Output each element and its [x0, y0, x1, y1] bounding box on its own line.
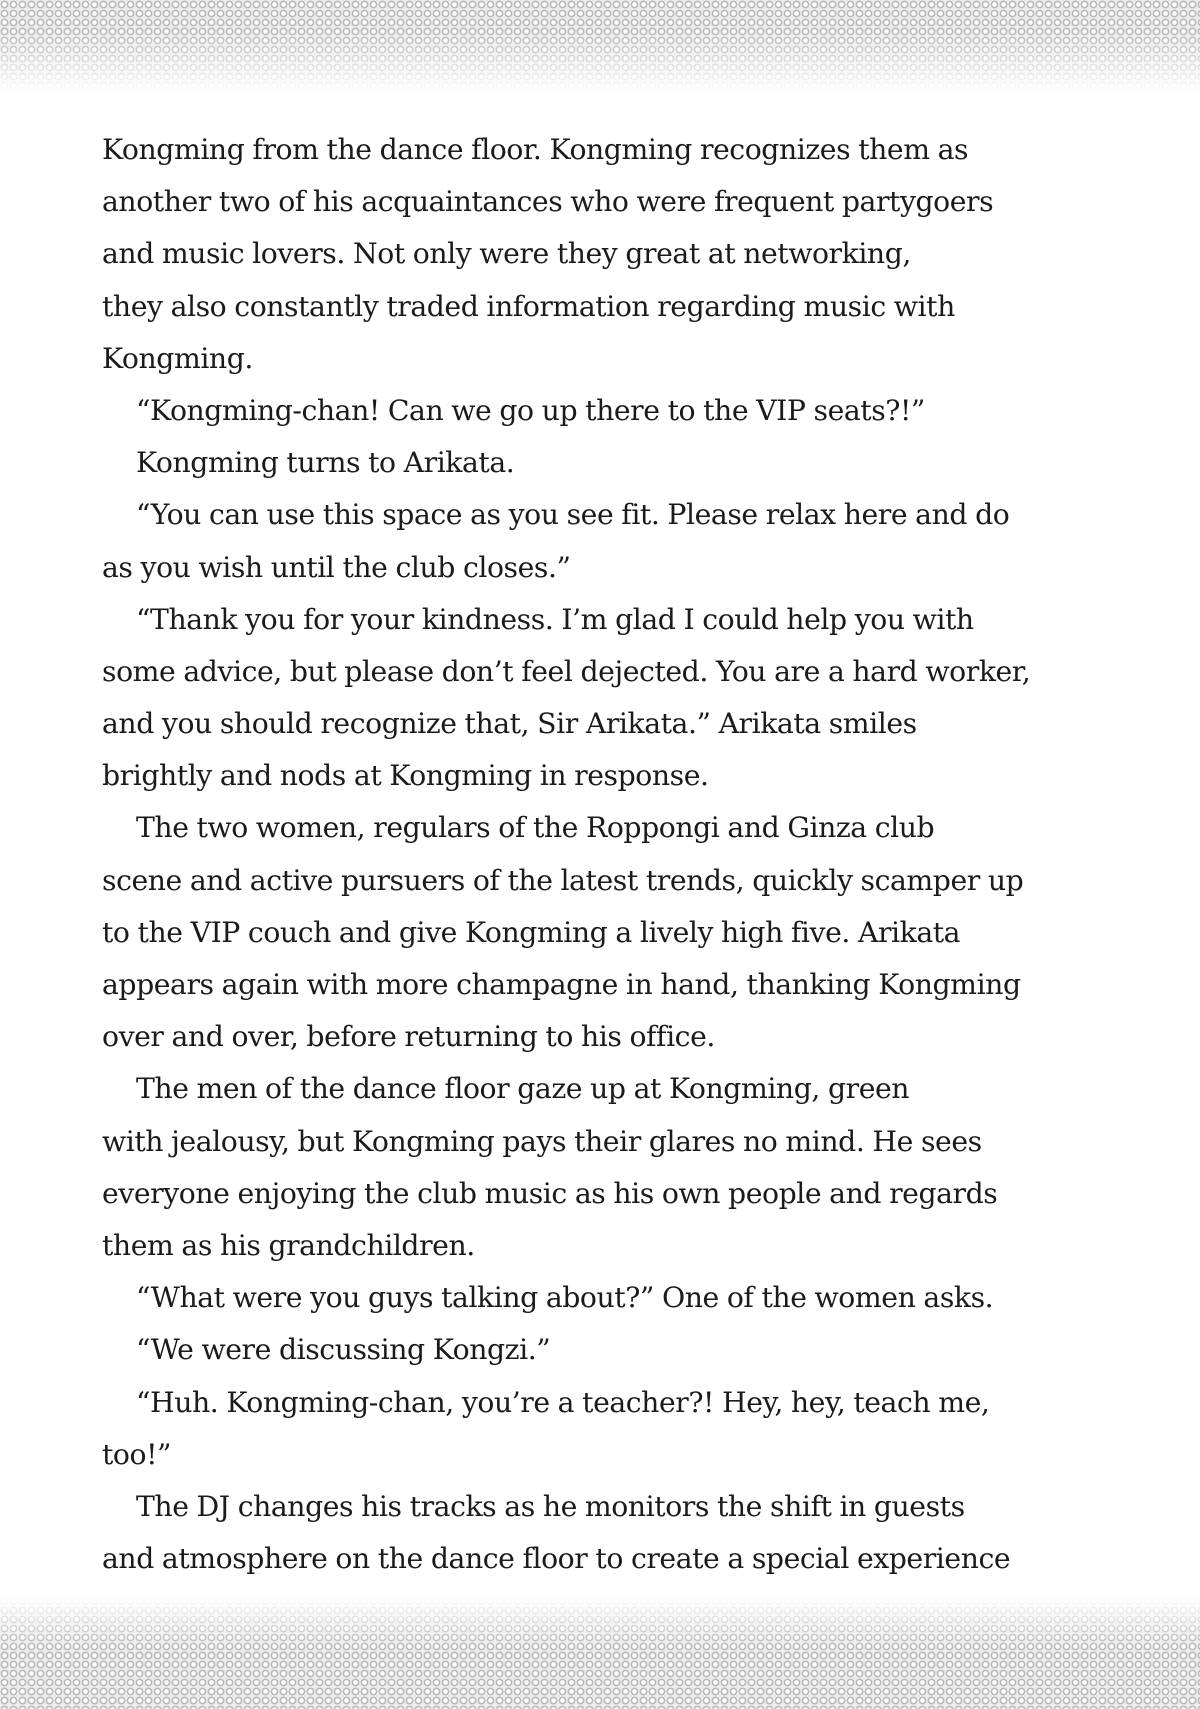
text-line: over and over, before returning to his office.	[102, 1020, 715, 1054]
text-line: scene and active pursuers of the latest trends, quickly scamper up	[102, 863, 1024, 897]
text-line: some advice, but please don’t feel dejected. You are a hard worker,	[102, 654, 1031, 688]
text-line: “We were discussing Kongzi.”	[136, 1333, 551, 1367]
text-line: appears again with more champagne in hand, thanking Kongming	[102, 968, 1021, 1001]
text-line: and you should recognize that, Sir Arikata.” Arikata smiles	[102, 707, 917, 741]
text-line: and music lovers. Not only were they great at networking,	[102, 237, 911, 271]
text-line: another two of his acquaintances who were frequent partygoers	[102, 185, 994, 219]
text-line: The men of the dance floor gaze up at Kongming, green	[136, 1072, 910, 1106]
text-line: “What were you guys talking about?” One of the women asks.	[136, 1281, 994, 1315]
text-line: “Thank you for your kindness. I’m glad I could help you with	[136, 602, 974, 636]
text-line: Kongming.	[102, 341, 253, 375]
text-line: everyone enjoying the club music as his own people and regards	[102, 1176, 998, 1210]
text-line: as you wish until the club closes.”	[102, 550, 571, 584]
text-line: them as his grandchildren.	[102, 1228, 475, 1262]
page-text	[102, 124, 1082, 1585]
text-line: Kongming from the dance floor. Kongming recognizes them as	[102, 133, 969, 166]
text-line: and atmosphere on the dance floor to create a special experience	[102, 1542, 1011, 1576]
top-decorative-border	[0, 0, 1200, 92]
text-line: with jealousy, but Kongming pays their glares no mind. He sees	[102, 1124, 982, 1158]
text-line: to the VIP couch and give Kongming a lively high five. Arikata	[102, 915, 961, 949]
text-line: they also constantly traded information regarding music with	[102, 289, 955, 323]
text-line: too!”	[102, 1437, 172, 1471]
text-line: The two women, regulars of the Roppongi and Ginza club	[136, 811, 935, 845]
bottom-decorative-border	[0, 1597, 1200, 1709]
text-line: brightly and nods at Kongming in response.	[102, 759, 709, 793]
text-line: “Huh. Kongming-chan, you’re a teacher?! Hey, hey, teach me,	[136, 1385, 990, 1419]
text-line: The DJ changes his tracks as he monitors the shift in guests	[136, 1489, 965, 1523]
text-line: “Kongming-chan! Can we go up there to the VIP seats?!”	[136, 393, 925, 427]
text-line: “You can use this space as you see fit. Please relax here and do	[136, 498, 1010, 532]
text-line: Kongming turns to Arikata.	[136, 446, 515, 480]
